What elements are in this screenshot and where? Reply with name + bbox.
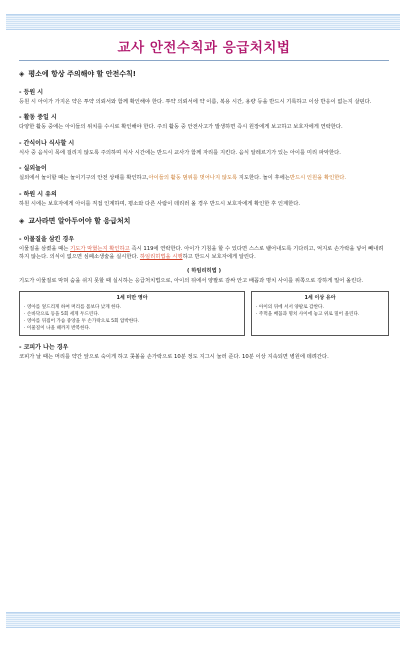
table-header: 1세 이상 유아 xyxy=(304,294,336,301)
section-heading xyxy=(19,69,389,79)
block-text xyxy=(19,174,389,182)
table-line: · 아이의 뒤에 서서 양팔로 감싼다. xyxy=(256,304,324,310)
block-heading: - 하원 시 유의 xyxy=(19,190,57,198)
block-heading: - 간식이나 식사할 시 xyxy=(19,139,75,147)
document-page xyxy=(19,34,389,366)
table-line: · 손바닥으로 등을 5회 세게 두드린다. xyxy=(24,311,100,317)
highlight-text: 반드시 인원을 확인한다. xyxy=(289,175,347,182)
highlight-text: 하임리히법을 시행 xyxy=(139,254,183,261)
table-cell-child xyxy=(251,291,389,336)
note-title: ( 하임리히법 ) xyxy=(186,267,222,274)
block-heading: - 코피가 나는 경우 xyxy=(19,343,69,351)
block-text: 다양한 활동 중에는 아이들의 위치를 수시로 확인해야 한다. 주의 활동 중 안전사고가 발생하면 즉시 원장에게 보고하고 보호자에게 연락한다. xyxy=(19,124,343,131)
table-line: · 이물질이 나올 때까지 반복한다. xyxy=(24,325,91,331)
text-run: 즉시 119에 연락한다. 아이가 기침을 할 수 있다면 스스로 뱉어내도록 기다리고, 억지로 손가락을 넣어 빼내려 하지 않는다. 의식이 없으면 심폐소생술을 실시한다. xyxy=(19,246,384,261)
table-line: · 주먹을 배꼽과 명치 사이에 놓고 위로 밀어 올린다. xyxy=(256,311,360,317)
table-header: 1세 미만 영아 xyxy=(116,294,148,301)
diamond-bullet-icon: ◈ xyxy=(19,217,25,226)
section-heading-text: 교사라면 알아두어야 할 응급처치 xyxy=(28,217,131,226)
block-heading: - 실외놀이 xyxy=(19,165,47,173)
note-text: 기도가 이물질로 막혀 숨을 쉬지 못할 때 실시하는 응급처치법으로, 아이의 뒤에서 양팔로 감싸 안고 배꼽과 명치 사이를 위쪽으로 강하게 밀어 올린다. xyxy=(19,278,364,285)
text-run: 실외에서 놀이할 때는 놀이기구의 안전 상태를 확인하고, xyxy=(19,175,149,182)
block-heading: - 활동 중일 시 xyxy=(19,114,57,122)
table-cell-infant xyxy=(19,291,245,336)
text-run: 하고 반드시 보호자에게 알린다. xyxy=(182,254,256,261)
page-title: 교사 안전수칙과 응급처치법 xyxy=(117,40,291,56)
block-text: 코피가 날 때는 머리를 약간 앞으로 숙이게 하고 콧볼을 손가락으로 10분 정도 지그시 눌러 준다. 10분 이상 지속되면 병원에 데려간다. xyxy=(19,353,329,360)
block-heading: - 등원 시 xyxy=(19,89,44,96)
block-text: 하원 시에는 보호자에게 아이를 직접 인계하며, 평소와 다른 사람이 데리러 올 경우 반드시 보호자에게 확인한 후 인계한다. xyxy=(19,200,301,207)
table-line: · 영아를 뒤집어 가슴 중앙을 두 손가락으로 5회 압박한다. xyxy=(24,318,140,324)
table-line: · 영아를 엎드리게 하여 머리를 몸보다 낮게 한다. xyxy=(24,304,122,310)
highlight-text: 아이들의 활동 범위를 벗어나지 않도록 xyxy=(148,175,238,182)
block-text xyxy=(19,245,389,262)
text-run: 지도한다. 놀이 후에는 xyxy=(237,175,290,182)
first-aid-table xyxy=(19,291,389,336)
block-text: 식사 중 음식이 목에 걸리지 않도록 주의하며 식사 시간에는 반드시 교사가 함께 자리를 지킨다. 음식 알레르기가 있는 아이를 미리 파악한다. xyxy=(19,149,341,156)
bottom-border-stripe xyxy=(6,612,400,628)
top-border-stripe xyxy=(6,14,400,30)
section-heading xyxy=(19,216,389,226)
title-divider xyxy=(19,60,389,61)
text-run: 이물질을 삼켰을 때는 xyxy=(19,246,71,253)
block-heading: - 이물질을 삼킨 경우 xyxy=(19,236,75,244)
diamond-bullet-icon: ◈ xyxy=(19,70,25,78)
block-text: 등원 시 아이가 가지온 약은 투약 의뢰서와 함께 확인해야 한다. 투약 의뢰서에 약 이름, 복용 시간, 용량 등을 반드시 기록하고 이상 반응이 없는지 살핀다. xyxy=(19,99,372,105)
highlight-text: 기도가 막혔는지 확인하고 xyxy=(70,246,130,253)
section-heading-text: 평소에 항상 주의해야 할 안전수칙! xyxy=(28,70,136,78)
